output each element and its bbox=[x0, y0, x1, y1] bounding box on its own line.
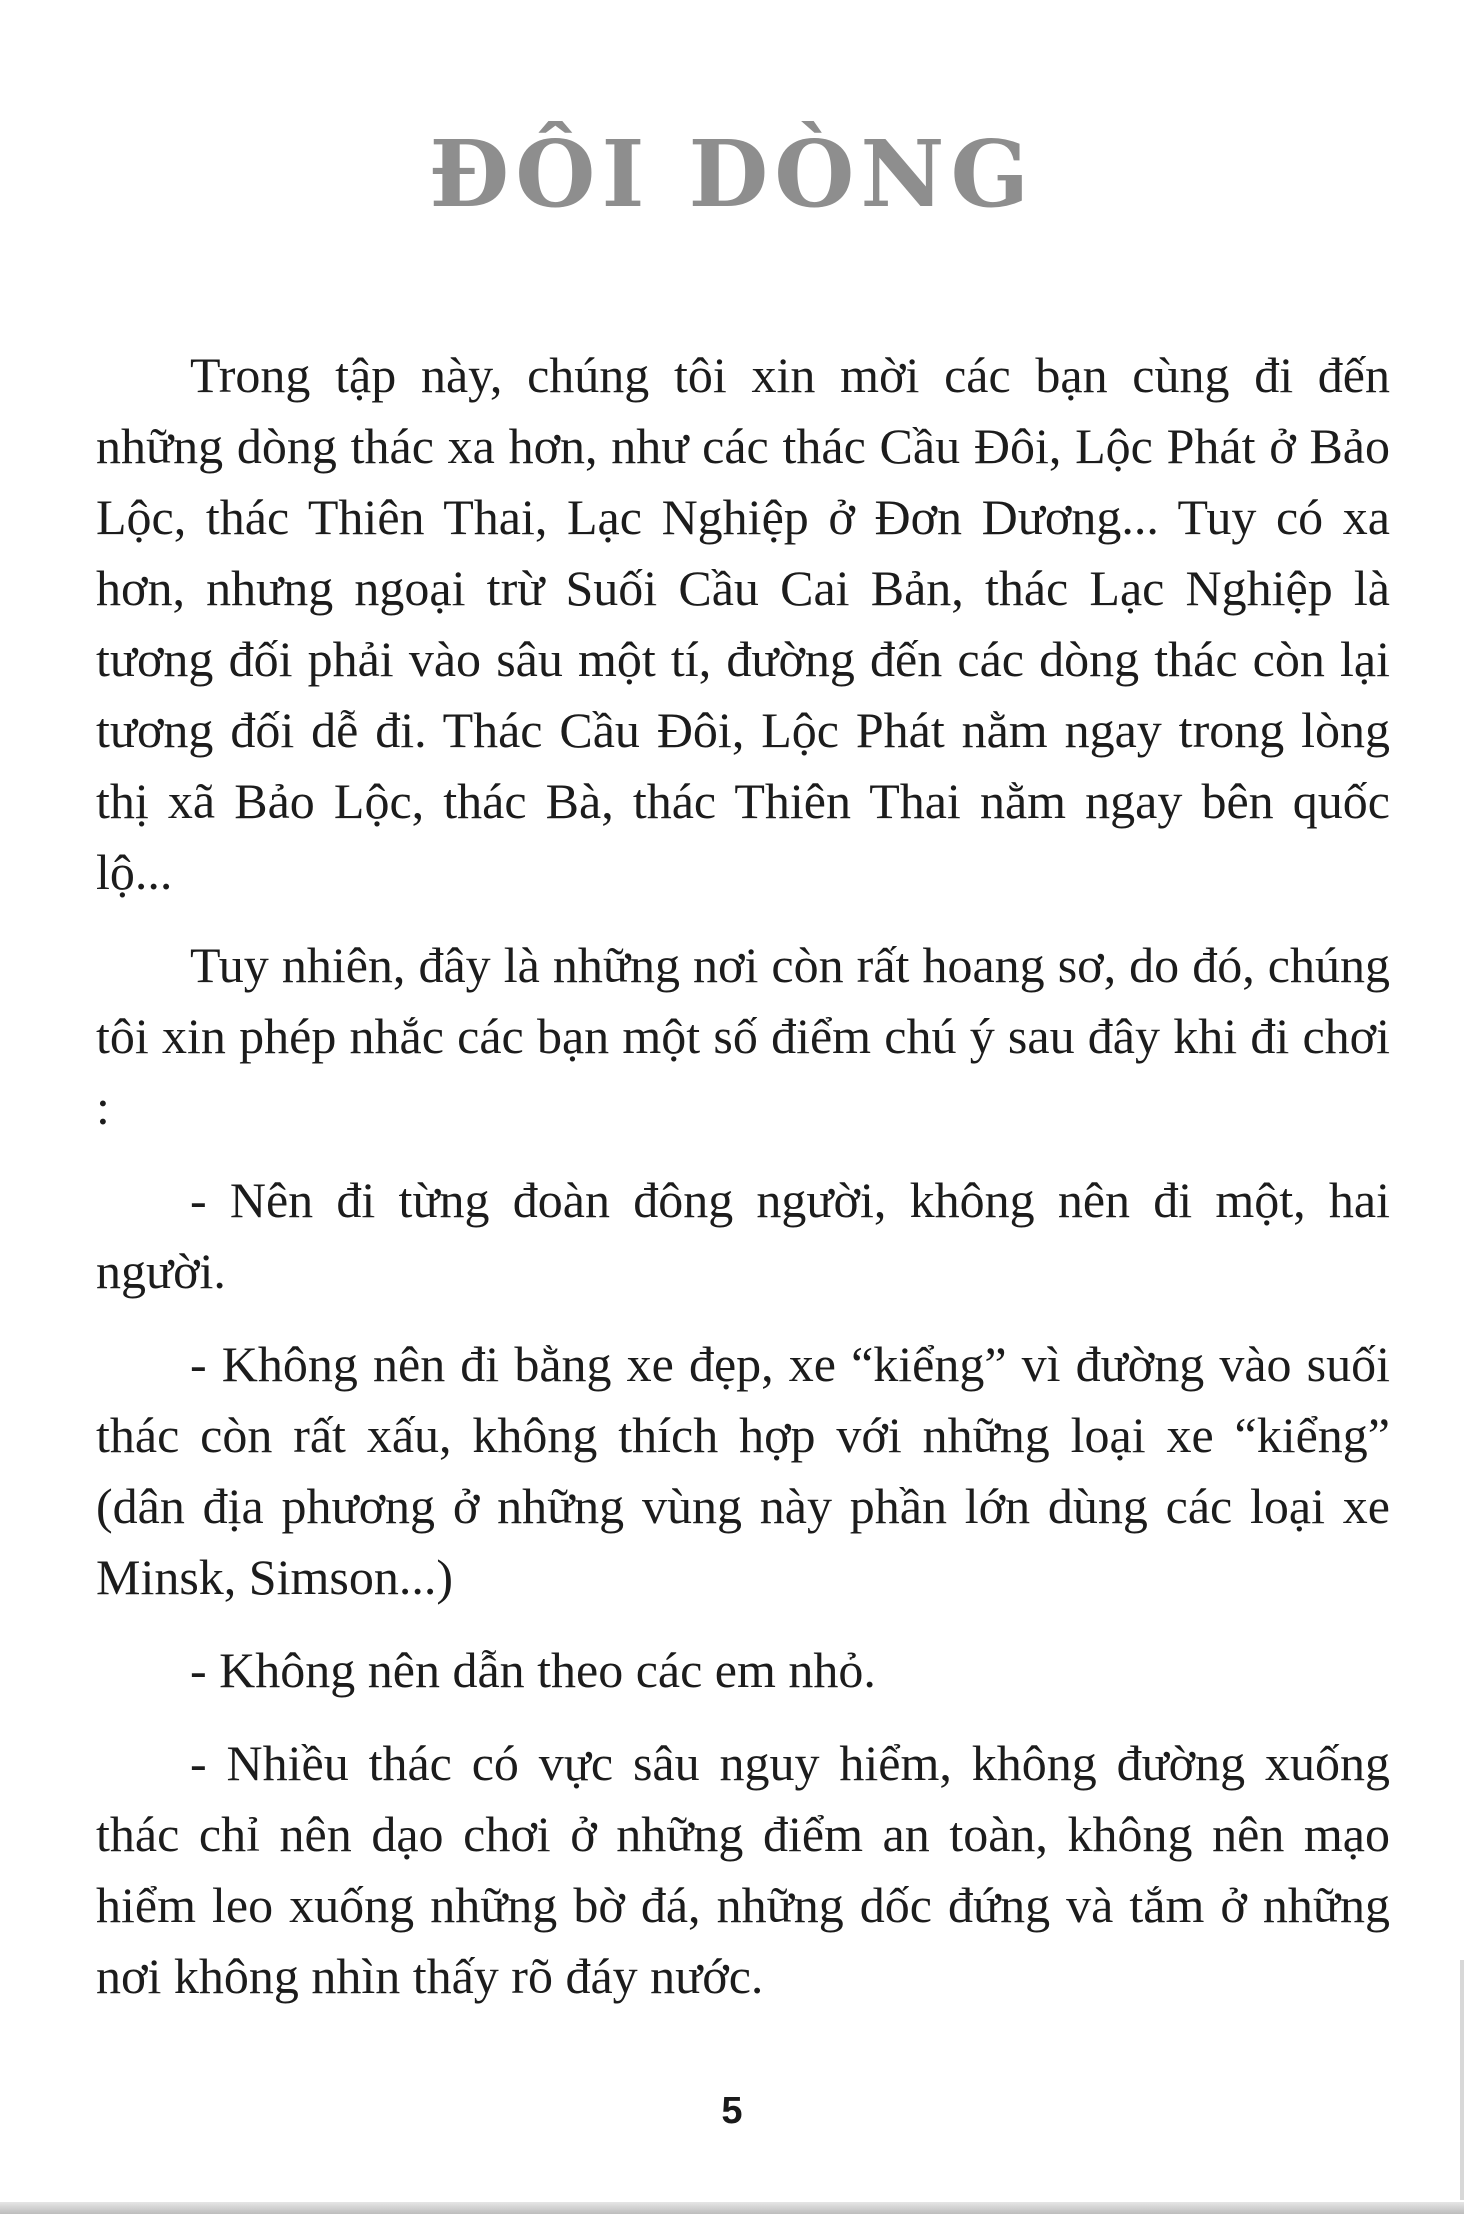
page-number: 5 bbox=[721, 2090, 743, 2132]
page-title: ĐÔI DÒNG bbox=[428, 120, 1036, 228]
list-item: - Không nên dẫn theo các em nhỏ. bbox=[190, 1642, 876, 1698]
body-text bbox=[96, 340, 1390, 2034]
bottom-edge-shadow bbox=[0, 2202, 1464, 2214]
paragraph: Tuy nhiên, đây là những nơi còn rất hoang sơ, do đó, chúng tôi xin phép nhắc các bạn một số điểm chú ý sau đây khi đi chơi : bbox=[96, 937, 1390, 1135]
list-item: - Nhiều thác có vực sâu nguy hiểm, không đường xuống thác chỉ nên dạo chơi ở những điểm an toàn, không nên mạo hiểm leo xuống những bờ đá, những dốc đứng và tắm ở những nơi không nhìn thấy rõ đáy nước. bbox=[96, 1735, 1390, 2004]
page-edge-shadow bbox=[1460, 1960, 1464, 2200]
list-item: - Không nên đi bằng xe đẹp, xe “kiểng” vì đường vào suối thác còn rất xấu, không thích hợp với những loại xe “kiểng” (dân địa phương ở những vùng này phần lớn dùng các loại xe Minsk, Simson...) bbox=[96, 1336, 1390, 1605]
list-item: - Nên đi từng đoàn đông người, không nên đi một, hai người. bbox=[96, 1172, 1390, 1299]
paragraph: Trong tập này, chúng tôi xin mời các bạn cùng đi đến những dòng thác xa hơn, như các thác Cầu Đôi, Lộc Phát ở Bảo Lộc, thác Thiên Thai, Lạc Nghiệp ở Đơn Dương... Tuy có xa hơn, nhưng ngoại trừ Suối Cầu Cai Bản, thác Lạc Nghiệp là tương đối phải vào sâu một tí, đường đến các dòng thác còn lại tương đối dễ đi. Thác Cầu Đôi, Lộc Phát nằm ngay trong lòng thị xã Bảo Lộc, thác Bà, thác Thiên Thai nằm ngay bên quốc lộ... bbox=[96, 347, 1390, 900]
